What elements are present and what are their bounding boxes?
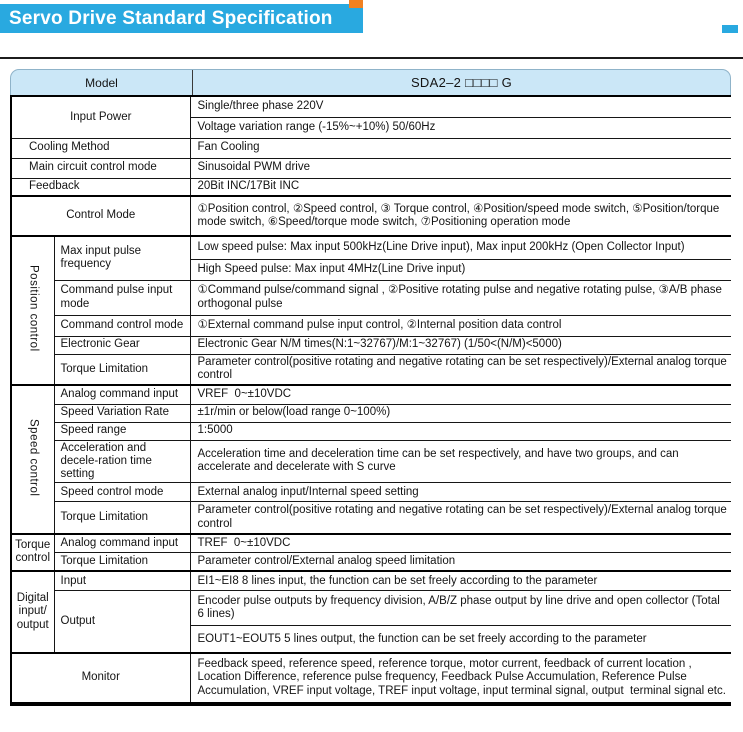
row-label-speed-control-mode: Speed control mode — [54, 483, 190, 502]
page-title: Servo Drive Standard Specification — [9, 8, 333, 29]
row-label-torque-limitation: Torque Limitation — [54, 553, 190, 571]
row-label-digital-input: Input — [54, 571, 190, 591]
cell-speed-range: 1:5000 — [190, 422, 731, 440]
spec-table — [10, 95, 731, 706]
model-label: Model — [11, 70, 193, 95]
row-label-monitor: Monitor — [11, 653, 190, 704]
position-control-vertical-text: Position control — [27, 265, 40, 352]
row-label-cooling-method: Cooling Method — [11, 138, 190, 158]
row-label-command-control-mode: Command control mode — [54, 315, 190, 336]
row-label-position-torque-limitation: Torque Limitation — [54, 354, 190, 385]
row-label-max-input-pulse: Max input pulse frequency — [54, 236, 190, 280]
cell-digital-input: EI1~EI8 8 lines input, the function can be set freely according to the parameter — [190, 571, 731, 591]
top-rule-line — [0, 57, 743, 59]
cell-monitor: Feedback speed, reference speed, reference torque, motor current, feedback of current location , Location Difference, reference pulse frequency, Feedback Pulse Accumulation, Reference Pulse Accumulation, VREF input voltage, TREF input voltage, input terminal signal, output terminal signal etc. — [190, 653, 731, 704]
cell-accel-decel-time: Acceleration time and deceleration time can be set respectively, and have two groups, and can accelerate and decelerate with S curve — [190, 440, 731, 483]
row-label-speed-variation-rate: Speed Variation Rate — [54, 404, 190, 422]
speed-control-vertical-text: Speed control — [27, 418, 40, 497]
row-label-torque-analog-input: Analog command input — [54, 534, 190, 553]
cell-speed-control-mode: External analog input/Internal speed setting — [190, 483, 731, 502]
row-label-main-circuit: Main circuit control mode — [11, 158, 190, 178]
cell-torque-analog-input: TREF 0~±10VDC — [190, 534, 731, 553]
page-header-bar — [0, 4, 363, 33]
cell-cooling-method: Fan Cooling — [190, 138, 731, 158]
row-label-speed-range: Speed range — [54, 422, 190, 440]
row-label-accel-decel-time: Acceleration and decele-ration time setting — [54, 440, 190, 483]
cell-speed-torque-limitation: Parameter control(positive rotating and negative rotating can be set respectively)/External analog torque control — [190, 502, 731, 534]
row-label-electronic-gear: Electronic Gear — [54, 336, 190, 354]
cyan-corner-accent — [722, 25, 738, 33]
group-label-torque-control: Torque control — [11, 534, 54, 571]
cell-digital-output-2: EOUT1~EOUT5 5 lines output, the function can be set freely according to the parameter — [190, 626, 731, 653]
cell-position-torque-limitation: Parameter control(positive rotating and negative rotating can be set respectively)/External analog torque control — [190, 354, 731, 385]
cell-control-mode: ①Position control, ②Speed control, ③ Torque control, ④Position/speed mode switch, ⑤Position/torque mode switch, ⑥Speed/torque mode switch, ⑦Positioning operation mode — [190, 196, 731, 236]
cell-command-control-mode: ①External command pulse input control, ②Internal position data control — [190, 315, 731, 336]
cell-input-power-1: Single/three phase 220V — [190, 96, 731, 117]
orange-accent-square — [349, 0, 363, 8]
row-label-speed-analog-input: Analog command input — [54, 385, 190, 404]
row-label-input-power: Input Power — [11, 96, 190, 138]
cell-main-circuit: Sinusoidal PWM drive — [190, 158, 731, 178]
model-value: SDA2–2 □□□□ G — [410, 75, 513, 90]
row-label-speed-torque-limitation: Torque Limitation — [54, 502, 190, 534]
row-label-feedback: Feedback — [11, 178, 190, 196]
cell-torque-limitation: Parameter control/External analog speed limitation — [190, 553, 731, 571]
cell-input-power-2: Voltage variation range (-15%~+10%) 50/60Hz — [190, 117, 731, 138]
cell-command-pulse-input: ①Command pulse/command signal , ②Positive rotating pulse and negative rotating pulse, ③A/B phase orthogonal pulse — [190, 280, 731, 315]
cell-speed-variation-rate: ±1r/min or below(load range 0~100%) — [190, 404, 731, 422]
cell-digital-output-1: Encoder pulse outputs by frequency division, A/B/Z phase output by line drive and open collector (Total 6 lines) — [190, 591, 731, 626]
cell-max-pulse-high-speed: High Speed pulse: Max input 4MHz(Line Drive input) — [190, 259, 731, 280]
spec-sheet — [10, 69, 731, 706]
model-header-row — [10, 69, 731, 95]
cell-max-pulse-low-speed: Low speed pulse: Max input 500kHz(Line Drive input), Max input 200kHz (Open Collector Input) — [190, 236, 731, 259]
group-label-position-control — [11, 236, 54, 385]
cell-feedback: 20Bit INC/17Bit INC — [190, 178, 731, 196]
row-label-digital-output: Output — [54, 591, 190, 653]
row-label-control-mode: Control Mode — [11, 196, 190, 236]
group-label-digital-io: Digital input/ output — [11, 571, 54, 653]
group-label-speed-control — [11, 385, 54, 534]
cell-speed-analog-input: VREF 0~±10VDC — [190, 385, 731, 404]
row-label-command-pulse-input: Command pulse input mode — [54, 280, 190, 315]
cell-electronic-gear: Electronic Gear N/M times(N:1~32767)/M:1~32767) (1/50<(N/M)<5000) — [190, 336, 731, 354]
